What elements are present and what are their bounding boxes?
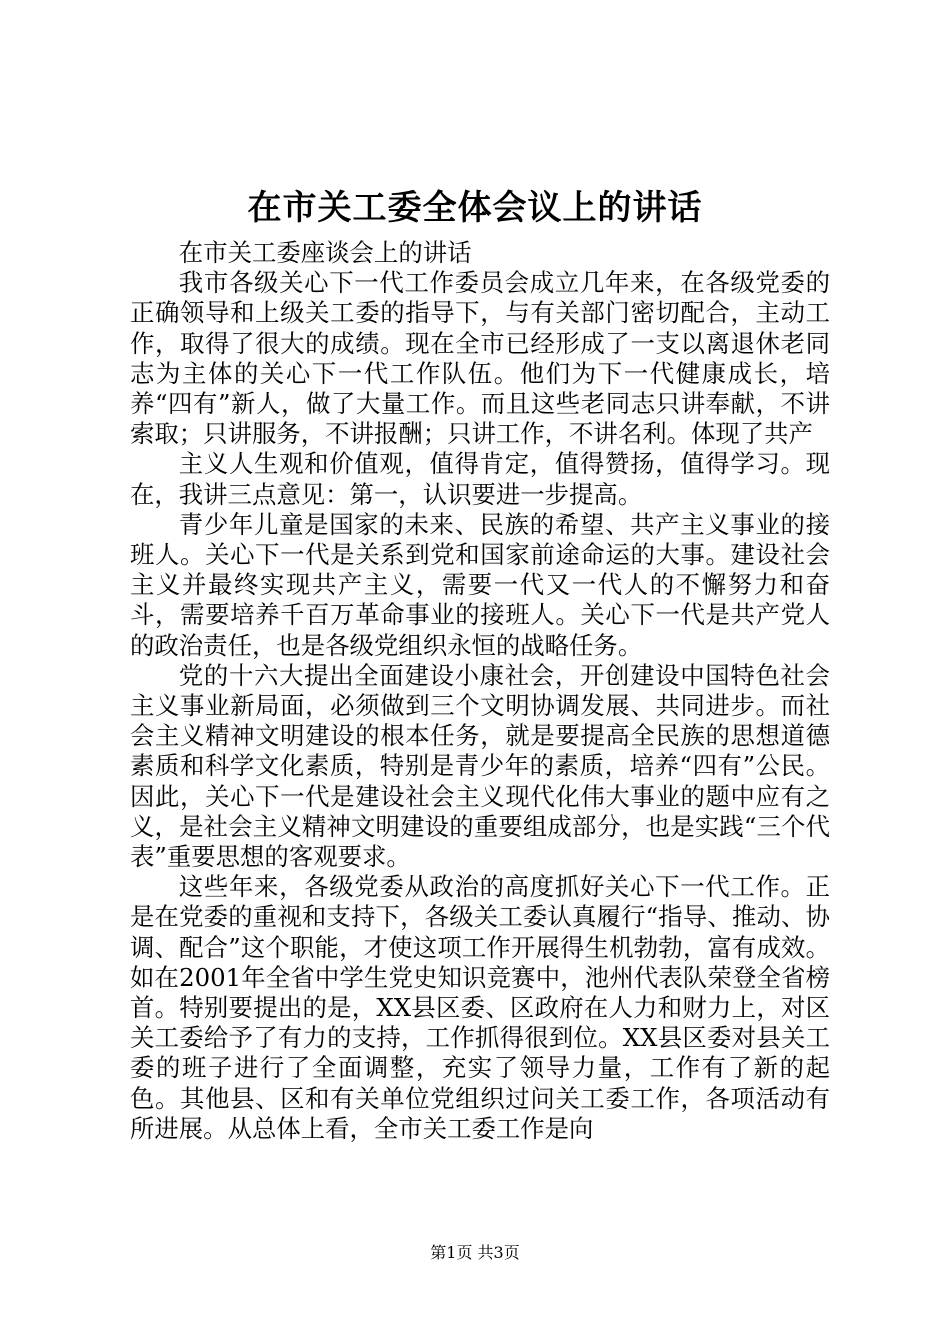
paragraph: 主义人生观和价值观，值得肯定，值得赞扬，值得学习。现在，我讲三点意见：第一，认识要进一步提高。 [130, 449, 830, 509]
paragraph: 党的十六大提出全面建设小康社会，开创建设中国特色社会主义事业新局面，必须做到三个文明协调发展、共同进步。而社会主义精神文明建设的根本任务，就是要提高全民族的思想道德素质和科学文化素质，特别是青少年的素质，培养“四有”公民。因此，关心下一代是建设社会主义现代化伟大事业的题中应有之义，是社会主义精神文明建设的重要组成部分，也是实践“三个代表”重要思想的客观要求。 [130, 660, 830, 872]
paragraph: 我市各级关心下一代工作委员会成立几年来，在各级党委的正确领导和上级关工委的指导下，与有关部门密切配合，主动工作，取得了很大的成绩。现在全市已经形成了一支以离退休老同志为主体的关心下一代工作队伍。他们为下一代健康成长，培养“四有”新人，做了大量工作。而且这些老同志只讲奉献，不讲索取；只讲服务，不讲报酬；只讲工作，不讲名利。体现了共产 [130, 268, 830, 449]
paragraph: 这些年来，各级党委从政治的高度抓好关心下一代工作。正是在党委的重视和支持下，各级关工委认真履行“指导、推动、协调、配合”这个职能，才使这项工作开展得生机勃勃，富有成效。如在2001年全省中学生党史知识竞赛中，池州代表队荣登全省榜首。特别要提出的是，XX县区委、区政府在人力和财力上，对区关工委给予了有力的支持，工作抓得很到位。XX县区委对县关工委的班子进行了全面调整，充实了领导力量，工作有了新的起色。其他县、区和有关单位党组织过问关工委工作，各项活动有所进展。从总体上看，全市关工委工作是向 [130, 872, 830, 1143]
page-number-footer: 第1页 共3页 [430, 1243, 520, 1262]
document-title: 在市关工委全体会议上的讲话 [247, 188, 703, 228]
paragraph: 青少年儿童是国家的未来、民族的希望、共产主义事业的接班人。关心下一代是关系到党和国家前途命运的大事。建设社会主义并最终实现共产主义，需要一代又一代人的不懈努力和奋斗，需要培养千百万革命事业的接班人。关心下一代是共产党人的政治责任，也是各级党组织永恒的战略任务。 [130, 509, 830, 660]
document-body [130, 238, 830, 1144]
paragraph-subtitle: 在市关工委座谈会上的讲话 [178, 238, 472, 267]
